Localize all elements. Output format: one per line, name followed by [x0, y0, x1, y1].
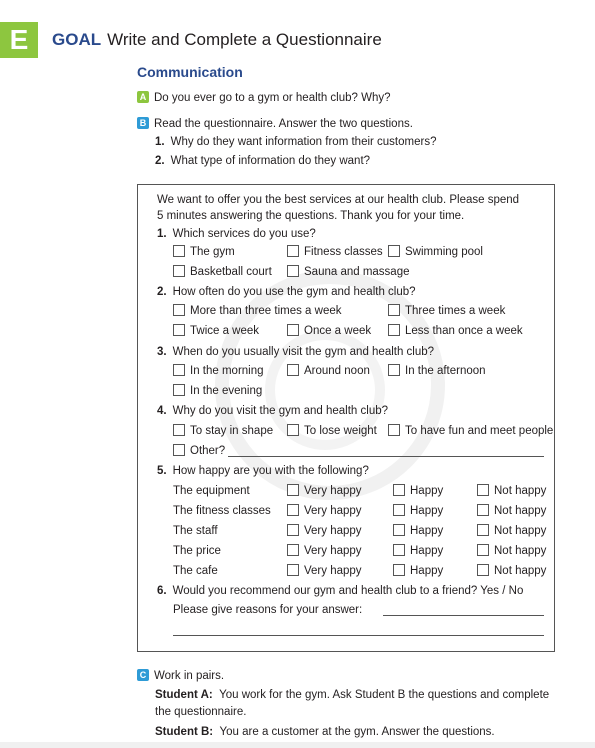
checkbox[interactable] — [173, 364, 185, 376]
option-other[interactable] — [173, 445, 225, 457]
option-label: The gym — [190, 246, 235, 259]
checkbox[interactable] — [287, 424, 299, 436]
reasons-answer-line-1[interactable] — [383, 615, 544, 616]
checkbox[interactable] — [477, 504, 489, 516]
rating-not-happy[interactable] — [477, 525, 546, 537]
rating-happy[interactable] — [393, 505, 443, 517]
option-three-times[interactable] — [388, 305, 505, 317]
rating-row-label: The equipment — [173, 485, 250, 497]
questionnaire-question-5 — [157, 465, 369, 477]
rating-row-label: The fitness classes — [173, 505, 271, 517]
checkbox[interactable] — [287, 484, 299, 496]
exercise-a — [137, 92, 391, 104]
checkbox[interactable] — [287, 544, 299, 556]
goal-label: GOAL — [52, 30, 102, 49]
questionnaire-question-1 — [157, 228, 316, 240]
checkbox[interactable] — [388, 424, 400, 436]
option-label: Basketball court — [190, 266, 272, 279]
rating-happy[interactable] — [393, 525, 443, 537]
questionnaire-question-4 — [157, 405, 388, 417]
checkbox[interactable] — [287, 265, 299, 277]
questionnaire-question-6 — [157, 585, 523, 597]
option-label: More than three times a week — [190, 305, 342, 318]
option-in-the-afternoon[interactable] — [388, 365, 486, 377]
checkbox[interactable] — [393, 504, 405, 516]
option-more-than-three-times[interactable] — [173, 305, 342, 317]
student-a-label: Student A: — [155, 689, 213, 701]
option-label: Around noon — [304, 365, 370, 378]
exercise-a-text: Do you ever go to a gym or health club? Why? — [154, 92, 391, 105]
option-label: Other? — [190, 445, 226, 458]
checkbox[interactable] — [173, 245, 185, 257]
option-label: Not happy — [494, 565, 547, 578]
option-label: Very happy — [304, 545, 362, 558]
question-number: 1. — [157, 228, 167, 240]
exercise-a-badge: A — [137, 91, 149, 103]
exercise-b-badge: B — [137, 117, 149, 129]
rating-very-happy[interactable] — [287, 485, 362, 497]
option-label: Not happy — [494, 525, 547, 538]
rating-row-label: The price — [173, 545, 221, 557]
option-label: Very happy — [304, 565, 362, 578]
option-once-a-week[interactable] — [287, 325, 371, 337]
option-around-noon[interactable] — [287, 365, 370, 377]
option-twice-a-week[interactable] — [173, 325, 259, 337]
checkbox[interactable] — [388, 304, 400, 316]
question-text: Why do you visit the gym and health club? — [172, 405, 389, 417]
option-label: In the afternoon — [405, 365, 486, 378]
option-label: Happy — [410, 505, 444, 518]
section-letter-badge: E — [0, 22, 38, 58]
option-label: Not happy — [494, 505, 547, 518]
checkbox[interactable] — [173, 265, 185, 277]
question-number: 4. — [157, 405, 167, 417]
rating-very-happy[interactable] — [287, 505, 362, 517]
option-in-the-morning[interactable] — [173, 365, 264, 377]
questionnaire-intro-line-1: We want to offer you the best services at our health club. Please spend — [157, 194, 520, 206]
question-text: How happy are you with the following? — [172, 465, 369, 477]
checkbox[interactable] — [287, 564, 299, 576]
checkbox[interactable] — [287, 245, 299, 257]
option-the-gym[interactable] — [173, 246, 235, 258]
option-label: Very happy — [304, 505, 362, 518]
question-number: 3. — [157, 346, 167, 358]
option-label: Sauna and massage — [304, 266, 410, 279]
goal-heading — [52, 30, 382, 50]
rating-very-happy[interactable] — [287, 545, 362, 557]
rating-row-label: The staff — [173, 525, 218, 537]
other-answer-line[interactable] — [228, 456, 544, 457]
rating-not-happy[interactable] — [477, 485, 546, 497]
exercise-b-text: Read the questionnaire. Answer the two questions. — [154, 118, 413, 131]
option-sauna-massage[interactable] — [287, 266, 410, 278]
exercise-b-question-1 — [155, 136, 436, 148]
rating-happy[interactable] — [393, 565, 443, 577]
option-lose-weight[interactable] — [287, 425, 377, 437]
option-label: Very happy — [304, 525, 362, 538]
exercise-c-text: Work in pairs. — [154, 670, 225, 683]
option-swimming-pool[interactable] — [388, 246, 483, 258]
option-label: To have fun and meet people — [405, 425, 554, 438]
checkbox[interactable] — [173, 304, 185, 316]
option-label: Fitness classes — [304, 246, 383, 259]
checkbox[interactable] — [393, 544, 405, 556]
student-a-text: You work for the gym. Ask Student B the questions and complete — [219, 689, 550, 701]
checkbox[interactable] — [477, 564, 489, 576]
question-text: How often do you use the gym and health club? — [172, 286, 416, 298]
option-label: To stay in shape — [190, 425, 274, 438]
option-basketball-court[interactable] — [173, 266, 272, 278]
checkbox[interactable] — [173, 444, 185, 456]
rating-not-happy[interactable] — [477, 545, 546, 557]
student-a-instruction — [155, 689, 549, 701]
checkbox[interactable] — [388, 364, 400, 376]
question-text: Why do they want information from their customers? — [170, 136, 437, 148]
exercise-c-badge: C — [137, 669, 149, 681]
option-in-the-evening[interactable] — [173, 385, 262, 397]
question-text: What type of information do they want? — [170, 155, 371, 167]
option-label: Swimming pool — [405, 246, 483, 259]
option-label: To lose weight — [304, 425, 377, 438]
questionnaire-intro-line-2: 5 minutes answering the questions. Thank you for your time. — [157, 210, 465, 222]
rating-happy[interactable] — [393, 485, 443, 497]
option-less-than-once[interactable] — [388, 325, 523, 337]
option-label: Once a week — [304, 325, 372, 338]
option-label: Not happy — [494, 485, 547, 498]
option-stay-in-shape[interactable] — [173, 425, 273, 437]
checkbox[interactable] — [173, 384, 185, 396]
checkbox[interactable] — [287, 324, 299, 336]
option-label: Three times a week — [405, 305, 506, 318]
option-label: In the morning — [190, 365, 264, 378]
reasons-label: Please give reasons for your answer: — [173, 604, 363, 616]
rating-not-happy[interactable] — [477, 505, 546, 517]
checkbox[interactable] — [393, 564, 405, 576]
question-number: 2. — [157, 286, 167, 298]
rating-row-label: The cafe — [173, 565, 218, 577]
student-b-text: You are a customer at the gym. Answer the questions. — [219, 726, 495, 738]
option-label: Happy — [410, 485, 444, 498]
option-label: Happy — [410, 525, 444, 538]
checkbox[interactable] — [477, 524, 489, 536]
question-text: When do you usually visit the gym and health club? — [172, 346, 435, 358]
question-text: Would you recommend our gym and health club to a friend? Yes / No — [172, 585, 524, 597]
student-a-instruction-cont: the questionnaire. — [155, 706, 247, 718]
questionnaire-question-2 — [157, 286, 416, 298]
question-text: Which services do you use? — [172, 228, 316, 240]
checkbox[interactable] — [287, 364, 299, 376]
question-number: 1. — [155, 136, 165, 148]
questionnaire-question-3 — [157, 346, 434, 358]
rating-not-happy[interactable] — [477, 565, 546, 577]
checkbox[interactable] — [287, 524, 299, 536]
goal-text: Write and Complete a Questionnaire — [107, 30, 382, 49]
rating-very-happy[interactable] — [287, 565, 362, 577]
option-label: Twice a week — [190, 325, 260, 338]
exercise-b-question-2 — [155, 155, 370, 167]
option-fitness-classes[interactable] — [287, 246, 383, 258]
checkbox[interactable] — [388, 245, 400, 257]
option-label: In the evening — [190, 385, 263, 398]
checkbox[interactable] — [477, 544, 489, 556]
reasons-answer-line-2[interactable] — [173, 635, 544, 636]
option-label: Happy — [410, 545, 444, 558]
checkbox[interactable] — [393, 484, 405, 496]
exercise-b — [137, 118, 413, 130]
checkbox[interactable] — [173, 324, 185, 336]
rating-very-happy[interactable] — [287, 525, 362, 537]
option-label: Less than once a week — [405, 325, 523, 338]
question-number: 2. — [155, 155, 165, 167]
option-label: Very happy — [304, 485, 362, 498]
student-b-instruction — [155, 726, 495, 738]
option-label: Not happy — [494, 545, 547, 558]
section-title: Communication — [137, 64, 243, 80]
checkbox[interactable] — [477, 484, 489, 496]
option-have-fun[interactable] — [388, 425, 553, 437]
question-number: 6. — [157, 585, 167, 597]
student-b-label: Student B: — [155, 726, 214, 738]
checkbox[interactable] — [388, 324, 400, 336]
checkbox[interactable] — [393, 524, 405, 536]
checkbox[interactable] — [173, 424, 185, 436]
page-bottom-edge — [0, 742, 595, 748]
rating-happy[interactable] — [393, 545, 443, 557]
checkbox[interactable] — [287, 504, 299, 516]
exercise-c — [137, 670, 224, 682]
option-label: Happy — [410, 565, 444, 578]
question-number: 5. — [157, 465, 167, 477]
